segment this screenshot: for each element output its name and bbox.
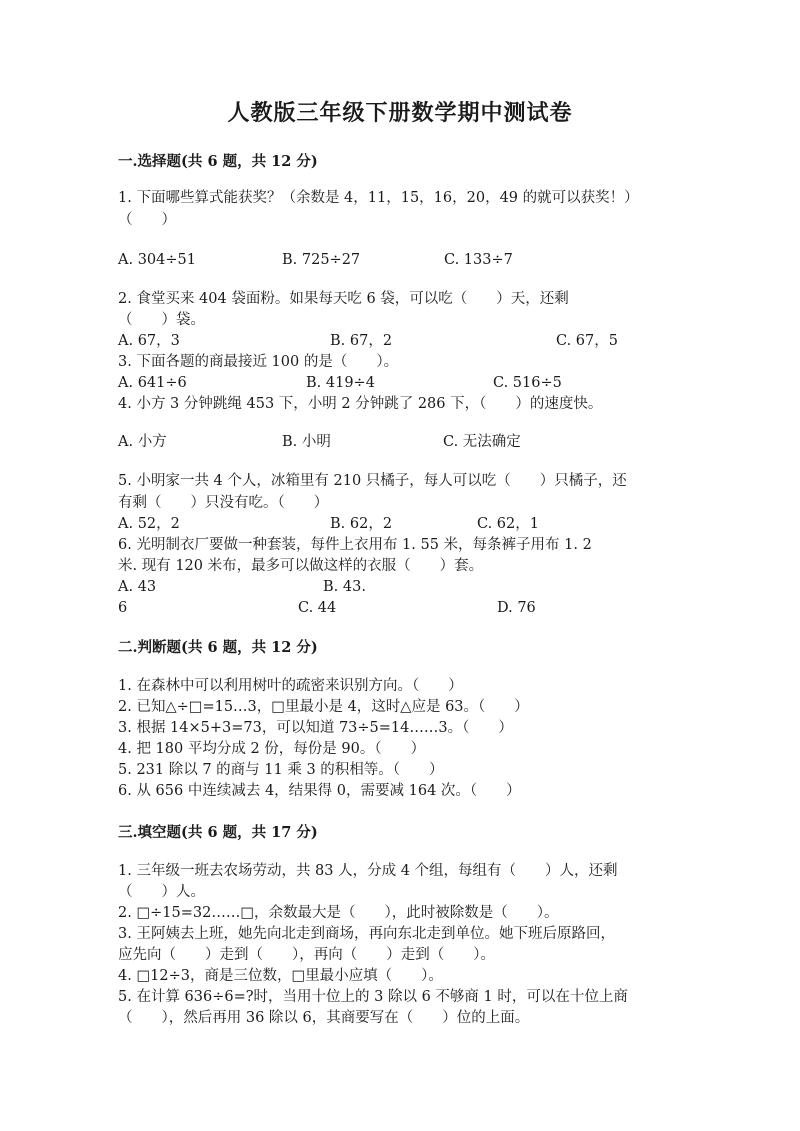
judgment-item-2: 2. 已知△÷□=15…3，□里最小是 4，这时△应是 63。（ ） (118, 699, 529, 715)
question-6-option-d: D. 76 (497, 600, 536, 616)
question-1-line-1: 1. 下面哪些算式能获奖？（余数是 4，11，15，16，20，49 的就可以获奖！） (118, 190, 639, 206)
fill-line-1: 1. 三年级一班去农场劳动，共 83 人，分成 4 个组，每组有（ ）人，还剩 (118, 863, 618, 879)
question-4-option-c: C. 无法确定 (443, 434, 521, 450)
judgment-item-5: 5. 231 除以 7 的商与 11 乘 3 的积相等。（ ） (118, 762, 444, 778)
question-4-line-1: 4. 小方 3 分钟跳绳 453 下，小明 2 分钟跳了 286 下，（ ）的速度快。 (118, 396, 603, 412)
question-2-option-b: B. 67，2 (330, 333, 393, 349)
question-5-line-2: 有剩（ ）只没有吃。（ ） (118, 495, 329, 511)
fill-line-8: （ ），然后再用 36 除以 6，其商要写在（ ）位的上面。 (118, 1010, 530, 1026)
question-6-option-b: B. 43. (323, 579, 366, 595)
question-4-option-b: B. 小明 (282, 434, 331, 450)
question-2-line-2: （ ）袋。 (118, 312, 205, 328)
fill-line-6: 4. □12÷3，商是三位数，□里最小应填（ ）。 (118, 968, 443, 984)
question-5-line-1: 5. 小明家一共 4 个人，冰箱里有 210 只橘子，每人可以吃（ ）只橘子，还 (118, 473, 627, 489)
judgment-item-6: 6. 从 656 中连续减去 4，结果得 0，需要减 164 次。（ ） (118, 783, 521, 799)
fill-line-7: 5. 在计算 636÷6=?时，当用十位上的 3 除以 6 不够商 1 时，可以在十位上商 (118, 989, 628, 1005)
question-6-option-c: C. 44 (298, 600, 337, 616)
section-heading-judgment: 二.判断题(共 6 题，共 12 分) (118, 639, 318, 656)
section-heading-choice: 一.选择题(共 6 题，共 12 分) (118, 153, 318, 170)
question-2-option-a: A. 67，3 (118, 333, 180, 349)
fill-line-3: 2. □÷15=32……□，余数最大是（ ），此时被除数是（ ）。 (118, 905, 559, 921)
question-5-option-b: B. 62，2 (330, 516, 393, 532)
question-3-option-c: C. 516÷5 (493, 375, 562, 391)
question-1-option-c: C. 133÷7 (444, 252, 513, 268)
section-heading-fill-in: 三.填空题(共 6 题，共 17 分) (118, 824, 318, 841)
question-1-line-2: （ ） (118, 212, 176, 228)
question-6-line-1: 6. 光明制衣厂要做一种套装，每件上衣用布 1. 55 米，每条裤子用布 1. 2 (118, 537, 592, 553)
question-5-option-c: C. 62，1 (477, 516, 539, 532)
question-3-option-a: A. 641÷6 (118, 375, 187, 391)
question-4-option-a: A. 小方 (118, 434, 167, 450)
page-title: 人教版三年级下册数学期中测试卷 (227, 100, 573, 126)
fill-line-4: 3. 王阿姨去上班，她先向北走到商场，再向东北走到单位。她下班后原路回， (118, 926, 615, 942)
question-2-option-c: C. 67，5 (556, 333, 618, 349)
question-6-option-a: A. 43 (118, 579, 157, 595)
question-3-line-1: 3. 下面各题的商最接近 100 的是（ ）。 (118, 354, 399, 370)
question-6-line-2: 米. 现有 120 米布，最多可以做这样的衣服（ ）套。 (118, 558, 484, 574)
question-6-option-b-continued: 6 (118, 600, 128, 616)
question-3-option-b: B. 419÷4 (306, 375, 375, 391)
judgment-item-1: 1. 在森林中可以利用树叶的疏密来识别方向。（ ） (118, 678, 463, 694)
fill-line-5: 应先向（ ）走到（ ），再向（ ）走到（ ）。 (118, 947, 495, 963)
question-5-option-a: A. 52，2 (118, 516, 180, 532)
question-2-line-1: 2. 食堂买来 404 袋面粉。如果每天吃 6 袋，可以吃（ ）天，还剩 (118, 291, 569, 307)
judgment-item-4: 4. 把 180 平均分成 2 份，每份是 90。（ ） (118, 741, 426, 757)
question-1-option-b: B. 725÷27 (282, 252, 361, 268)
question-1-option-a: A. 304÷51 (118, 252, 196, 268)
fill-line-2: （ ）人。 (118, 884, 205, 900)
judgment-item-3: 3. 根据 14×5+3=73，可以知道 73÷5=14……3。（ ） (118, 720, 513, 736)
